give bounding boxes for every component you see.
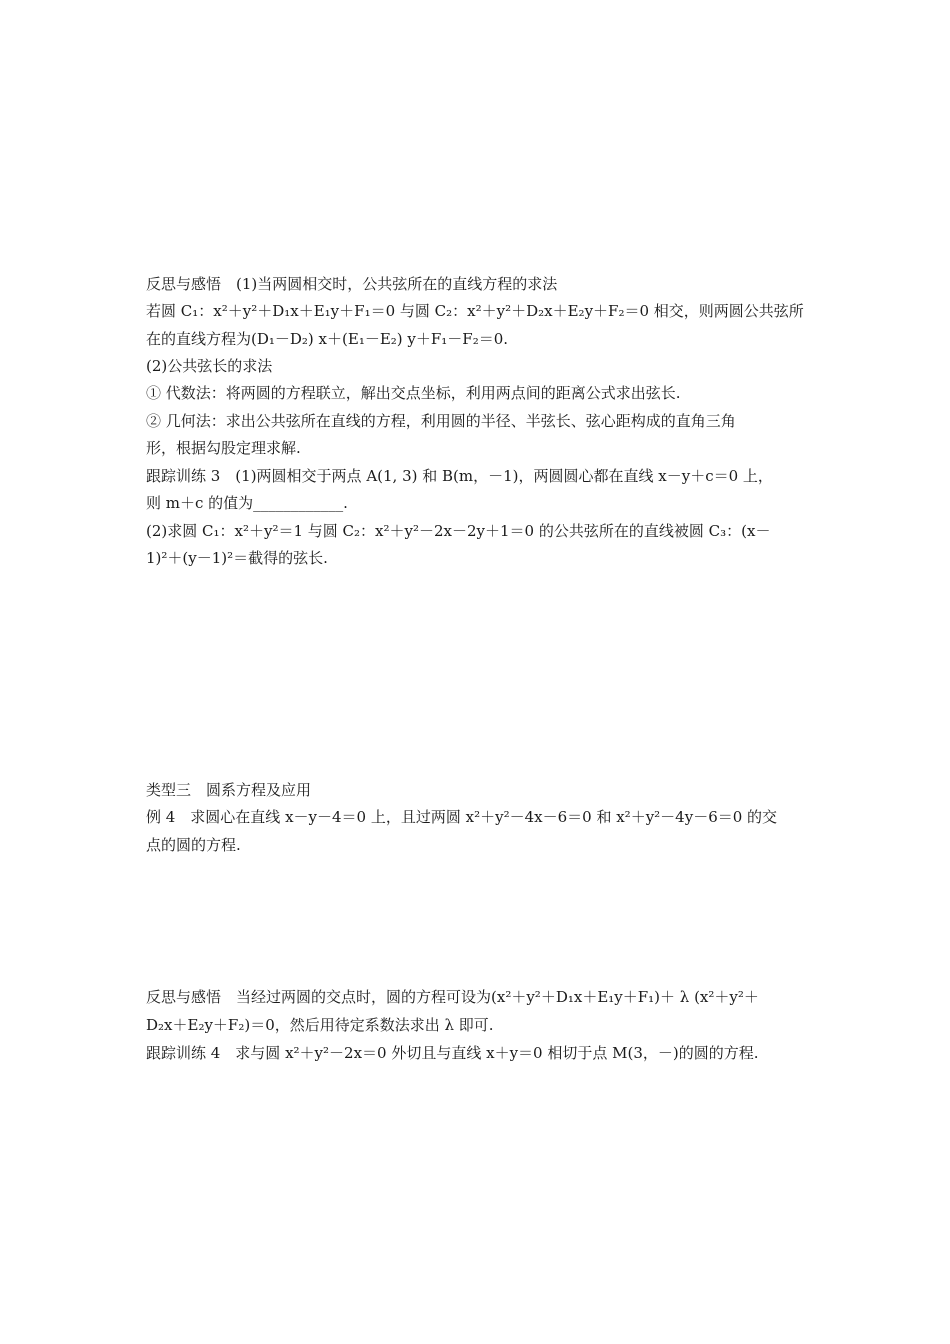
text-line: 1)²＋(y－1)²＝截得的弦长. — [146, 549, 328, 567]
text-line: D₂x＋E₂y＋F₂)＝0，然后用待定系数法求出 λ 即可. — [146, 1016, 494, 1034]
text-line: 在的直线方程为(D₁－D₂) x＋(E₁－E₂) y＋F₁－F₂＝0. — [146, 330, 509, 348]
text-line: 则 m＋c 的值为____________. — [146, 494, 348, 512]
text-line: 形，根据勾股定理求解. — [146, 439, 301, 457]
text-line: ① 代数法：将两圆的方程联立，解出交点坐标，利用两点间的距离公式求出弦长. — [146, 384, 681, 402]
practice-4-heading: 跟踪训练 4 求与圆 x²＋y²－2x＝0 外切且与直线 x＋y＝0 相切于点 M(3，－)的圆的方程. — [146, 1044, 759, 1062]
practice-3-heading: 跟踪训练 3 (1)两圆相交于两点 A(1, 3) 和 B(m，－1)，两圆圆心都在直线 x－y＋c＝0 上， — [146, 467, 773, 485]
text-line: 点的圆的方程. — [146, 836, 241, 854]
text-line: ② 几何法：求出公共弦所在直线的方程，利用圆的半径、半弦长、弦心距构成的直角三角 — [146, 412, 736, 430]
reflection-heading: 反思与感悟 (1)当两圆相交时，公共弦所在的直线方程的求法 — [146, 275, 558, 293]
subheading: (2)公共弦长的求法 — [146, 357, 273, 375]
text-line: 若圆 C₁：x²＋y²＋D₁x＋E₁y＋F₁＝0 与圆 C₂：x²＋y²＋D₂x＋E₂y＋F₂＝0 相交，则两圆公共弦所 — [146, 302, 804, 320]
section-title: 类型三 圆系方程及应用 — [146, 781, 312, 799]
example-4-heading: 例 4 求圆心在直线 x－y－4＝0 上，且过两圆 x²＋y²－4x－6＝0 和 x²＋y²－4y－6＝0 的交 — [146, 808, 778, 826]
reflection-heading: 反思与感悟 当经过两圆的交点时，圆的方程可设为(x²＋y²＋D₁x＋E₁y＋F₁)＋ λ (x²＋y²＋ — [146, 988, 759, 1006]
text-line: (2)求圆 C₁：x²＋y²＝1 与圆 C₂：x²＋y²－2x－2y＋1＝0 的公共弦所在的直线被圆 C₃：(x－ — [146, 522, 771, 540]
